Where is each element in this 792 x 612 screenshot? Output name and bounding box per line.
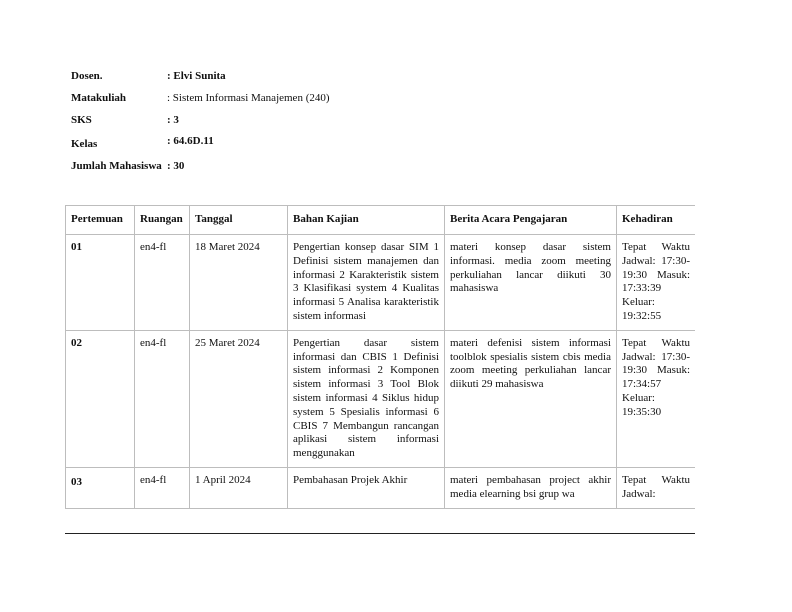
sks-label: SKS	[71, 114, 92, 126]
cell-kehadiran: Tepat Waktu Jadwal:	[617, 467, 696, 508]
kelas-value: : 64.6D.11	[167, 135, 214, 147]
matakuliah-value: : Sistem Informasi Manajemen (240)	[167, 92, 330, 104]
table-row	[66, 467, 696, 508]
cell-tanggal: 1 April 2024	[190, 467, 288, 508]
cell-tanggal: 25 Maret 2024	[190, 330, 288, 467]
cell-pertemuan: 02	[66, 330, 135, 467]
cell-kehadiran: Tepat Waktu Jadwal: 17:30-19:30 Masuk: 17:33:39 Keluar: 19:32:55	[617, 235, 696, 331]
kelas-label: Kelas	[71, 138, 98, 150]
header-berita-acara: Berita Acara Pengajaran	[445, 206, 617, 235]
cell-berita-acara: materi defenisi sistem informasi toolblok spesialis sistem cbis media zoom meeting perkuliahan lancar diikuti 29 mahasiswa	[445, 330, 617, 467]
cell-pertemuan: 01	[66, 235, 135, 331]
cell-kehadiran: Tepat Waktu Jadwal: 17:30-19:30 Masuk: 17:34:57 Keluar: 19:35:30	[617, 330, 696, 467]
matakuliah-label: Matakuliah	[71, 92, 127, 104]
cell-ruangan: en4-fl	[135, 330, 190, 467]
dosen-label: Dosen.	[71, 70, 103, 82]
attendance-table	[65, 205, 695, 509]
header-kehadiran: Kehadiran	[617, 206, 696, 235]
header-ruangan: Ruangan	[135, 206, 190, 235]
cell-bahan-kajian: Pengertian konsep dasar SIM 1 Definisi sistem manajemen dan informasi 2 Karakteristik sistem 3 Klasifikasi system 4 Kualitas informasi 5 Analisa karakteristik sistem informasi	[288, 235, 445, 331]
header-bahan-kajian: Bahan Kajian	[288, 206, 445, 235]
cell-tanggal: 18 Maret 2024	[190, 235, 288, 331]
cell-berita-acara: materi konsep dasar sistem informasi. media zoom meeting perkuliahan lancar diikuti 30 mahasiswa	[445, 235, 617, 331]
sks-value: : 3	[167, 114, 179, 126]
cell-ruangan: en4-fl	[135, 467, 190, 508]
dosen-value: : Elvi Sunita	[167, 70, 226, 82]
header-pertemuan: Pertemuan	[66, 206, 135, 235]
header-tanggal: Tanggal	[190, 206, 288, 235]
attendance-table-container	[65, 205, 695, 534]
table-header-row	[66, 206, 696, 235]
cell-berita-acara: materi pembahasan project akhir media elearning bsi grup wa	[445, 467, 617, 508]
cell-bahan-kajian: Pembahasan Projek Akhir	[288, 467, 445, 508]
table-row	[66, 235, 696, 331]
jumlah-label: Jumlah Mahasiswa	[71, 160, 162, 172]
jumlah-value: : 30	[167, 160, 185, 172]
cell-ruangan: en4-fl	[135, 235, 190, 331]
table-row	[66, 330, 696, 467]
cell-pertemuan: 03	[66, 467, 135, 508]
cell-bahan-kajian: Pengertian dasar sistem informasi dan CBIS 1 Definisi sistem informasi 2 Komponen sistem informasi 3 Tool Blok sistem informasi 4 Siklus hidup system 5 Spesialis informasi 6 CBIS 7 Membangun rancangan aplikasi sistem informasi menggunakan	[288, 330, 445, 467]
